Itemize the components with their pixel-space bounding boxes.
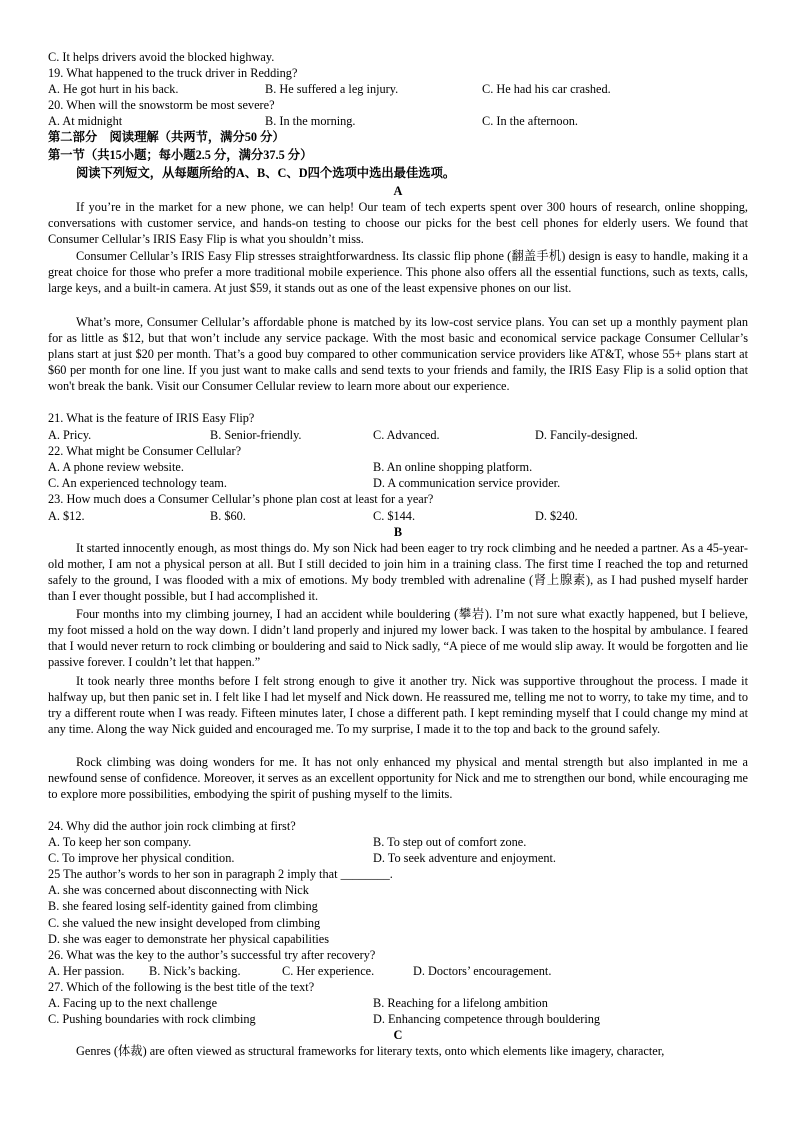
passage-b-label: B (393, 525, 403, 539)
q25-option-c: C. she valued the new insight developed from climbing (48, 916, 321, 930)
q23-option-a: A. $12. (48, 509, 85, 523)
q21-option-d: D. Fancily-designed. (535, 428, 638, 442)
q24-option-b: B. To step out of comfort zone. (373, 835, 527, 849)
q22-option-b: B. An online shopping platform. (373, 460, 533, 474)
q19-option-a: A. He got hurt in his back. (48, 82, 179, 96)
passage-b-paragraph-2: Four months into my climbing journey, I had an accident while bouldering (攀岩). I’m not sure what exactly happened, but I believe, my foot missed a hold on the way down. I didn’t land properly and injured my lower back. I was taken to the hospital by ambulance. I feared that I would never return to rock climbing or bouldering and said to Nick sadly, “A piece of me would slip away. It would be forgotten and lie passive forever. I couldn’t let that happen.” (48, 607, 748, 669)
q27-question: 27. Which of the following is the best title of the text? (48, 980, 315, 994)
q20-option-c: C. In the afternoon. (482, 114, 578, 128)
passage-a-label: A (393, 184, 403, 198)
q26-option-b: B. Nick’s backing. (149, 964, 241, 978)
q27-option-b: B. Reaching for a lifelong ambition (373, 996, 548, 1010)
q25-option-d: D. she was eager to demonstrate her physical capabilities (48, 932, 330, 946)
q26-option-c: C. Her experience. (282, 964, 375, 978)
q24-option-a: A. To keep her son company. (48, 835, 192, 849)
q19-option-b: B. He suffered a leg injury. (265, 82, 399, 96)
q26-option-d: D. Doctors’ encouragement. (413, 964, 552, 978)
q22-question: 22. What might be Consumer Cellular? (48, 444, 242, 458)
part-heading: 第二部分 阅读理解（共两节，满分50 分） (48, 130, 285, 144)
q23-option-c: C. $144. (373, 509, 416, 523)
passage-a-paragraph-2: Consumer Cellular’s IRIS Easy Flip stresses straightforwardness. Its classic flip phone (翻盖手机) design is easy to handle, making it a great choice for those who prefer a more traditional mobile experience. This phone also offers all the essential functions, such as texts, calls, large keys, and a built-in camera. At just $59, it stands out as one of the least expensive phones on our list. (48, 249, 748, 295)
passage-c-label: C (393, 1028, 403, 1042)
q19-option-c: C. He had his car crashed. (482, 82, 611, 96)
q21-option-b: B. Senior-friendly. (210, 428, 302, 442)
passage-b-paragraph-3: It took nearly three months before I felt strong enough to give it another try. Nick was supportive throughout the process. I made it halfway up, but then panic set in. I felt like I had let myself and Nick down. He reassured me, telling me not to worry, to take my time, and to try a different route when I was ready. Fifteen minutes later, I chose a different path. I kept reminding myself that I could change my mind at any time. Along the way Nick guided and encouraged me. To my surprise, I made it to the top and back to the ground safely. (48, 674, 748, 736)
instructions: 阅读下列短文，从每题所给的A、B、C、D四个选项中选出最佳选项。 (76, 166, 456, 180)
section-heading: 第一节（共15小题；每小题2.5 分，满分37.5 分） (48, 148, 313, 162)
q21-option-a: A. Pricy. (48, 428, 92, 442)
q26-option-a: A. Her passion. (48, 964, 125, 978)
passage-b-paragraph-1: It started innocently enough, as most things do. My son Nick had been eager to try rock climbing and he needed a partner. As a 45-year-old mother, I am not a physical person at all. But I still decided to join him in a training class. The first time I reached the top and returned safely to the ground, I was flooded with a mix of emotions. My body trembled with adrenaline (肾上腺素), as I had pushed myself harder than I ever thought possible, but I had accomplished it. (48, 541, 748, 603)
q18-option-c: C. It helps drivers avoid the blocked highway. (48, 50, 275, 64)
q24-option-d: D. To seek adventure and enjoyment. (373, 851, 556, 865)
q21-question: 21. What is the feature of IRIS Easy Flip? (48, 411, 255, 425)
q22-option-d: D. A communication service provider. (373, 476, 561, 490)
passage-c-paragraph-1: Genres (体裁) are often viewed as structural frameworks for literary texts, onto which elements like imagery, character, (76, 1044, 665, 1058)
q22-option-c: C. An experienced technology team. (48, 476, 227, 490)
q24-option-c: C. To improve her physical condition. (48, 851, 235, 865)
q23-option-d: D. $240. (535, 509, 578, 523)
q27-option-d: D. Enhancing competence through bouldering (373, 1012, 601, 1026)
q20-option-b: B. In the morning. (265, 114, 356, 128)
q21-option-c: C. Advanced. (373, 428, 440, 442)
q23-option-b: B. $60. (210, 509, 246, 523)
q24-question: 24. Why did the author join rock climbing at first? (48, 819, 296, 833)
q27-option-c: C. Pushing boundaries with rock climbing (48, 1012, 256, 1026)
passage-b-paragraph-4: Rock climbing was doing wonders for me. It has not only enhanced my physical and mental strength but also implanted in me a newfound sense of confidence. Moreover, it serves as an excellent opportunity for Nick and me to strengthen our bond, while encouraging me to explore more possibilities, embodying the spirit of pushing myself to the limits. (48, 755, 748, 801)
q25-question: 25 The author’s words to her son in paragraph 2 imply that ________. (48, 867, 393, 881)
q26-question: 26. What was the key to the author’s successful try after recovery? (48, 948, 376, 962)
q20-option-a: A. At midnight (48, 114, 123, 128)
passage-a-paragraph-3: What’s more, Consumer Cellular’s affordable phone is matched by its low-cost service plans. You can set up a monthly payment plan for as little as $12, but that won’t include any service package. With the most basic and economical service package Consumer Cellular’s plans start at just $20 per month. That’s a good buy compared to other communication service providers like AT&T, whose 55+ plans start at $60 per month for one line. If you just want to make calls and send texts to your friends and family, the IRIS Easy Flip is a solid option that won't break the bank. Visit our Consumer Cellular review to learn more about our experience. (48, 315, 748, 393)
q20-question: 20. When will the snowstorm be most severe? (48, 98, 275, 112)
q22-option-a: A. A phone review website. (48, 460, 184, 474)
q23-question: 23. How much does a Consumer Cellular’s phone plan cost at least for a year? (48, 492, 434, 506)
q19-question: 19. What happened to the truck driver in Redding? (48, 66, 298, 80)
q25-option-a: A. she was concerned about disconnecting with Nick (48, 883, 309, 897)
q27-option-a: A. Facing up to the next challenge (48, 996, 218, 1010)
passage-a-paragraph-1: If you’re in the market for a new phone, we can help! Our team of tech experts spent over 300 hours of research, online shopping, conversations with customer service, and hands-on testing to choose our picks for the best cell phones for elderly users. We found that Consumer Cellular’s IRIS Easy Flip is what you shouldn’t miss. (48, 200, 748, 246)
q25-option-b: B. she feared losing self-identity gained from climbing (48, 899, 318, 913)
